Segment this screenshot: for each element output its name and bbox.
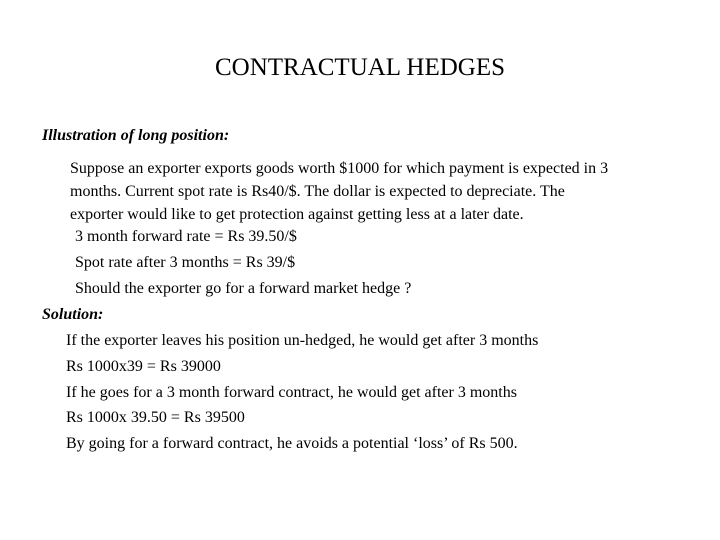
paragraph-line: Suppose an exporter exports goods worth $1000 for which payment is expected in 3 (70, 160, 609, 177)
paragraph-line: exporter would like to get protection against getting less at a later date. (70, 206, 524, 223)
paragraph-line: months. Current spot rate is Rs40/$. The dollar is expected to depreciate. The (70, 183, 565, 200)
solution-line: If he goes for a 3 month forward contract, he would get after 3 months (66, 384, 517, 401)
solution-line: If the exporter leaves his position un-hedged, he would get after 3 months (66, 332, 539, 349)
question-line: Should the exporter go for a forward market hedge ? (75, 280, 412, 297)
solution-heading: Solution: (42, 306, 104, 323)
illustration-heading: Illustration of long position: (42, 127, 230, 144)
spot-rate-line: Spot rate after 3 months = Rs 39/$ (75, 254, 296, 271)
solution-line: Rs 1000x39 = Rs 39000 (66, 358, 221, 375)
illustration-paragraph (70, 157, 690, 226)
slide-title: CONTRACTUAL HEDGES (214, 54, 506, 81)
solution-line: By going for a forward contract, he avoids a potential ‘loss’ of Rs 500. (66, 435, 518, 452)
forward-rate-line: 3 month forward rate = Rs 39.50/$ (75, 228, 297, 245)
solution-line: Rs 1000x 39.50 = Rs 39500 (66, 409, 245, 426)
